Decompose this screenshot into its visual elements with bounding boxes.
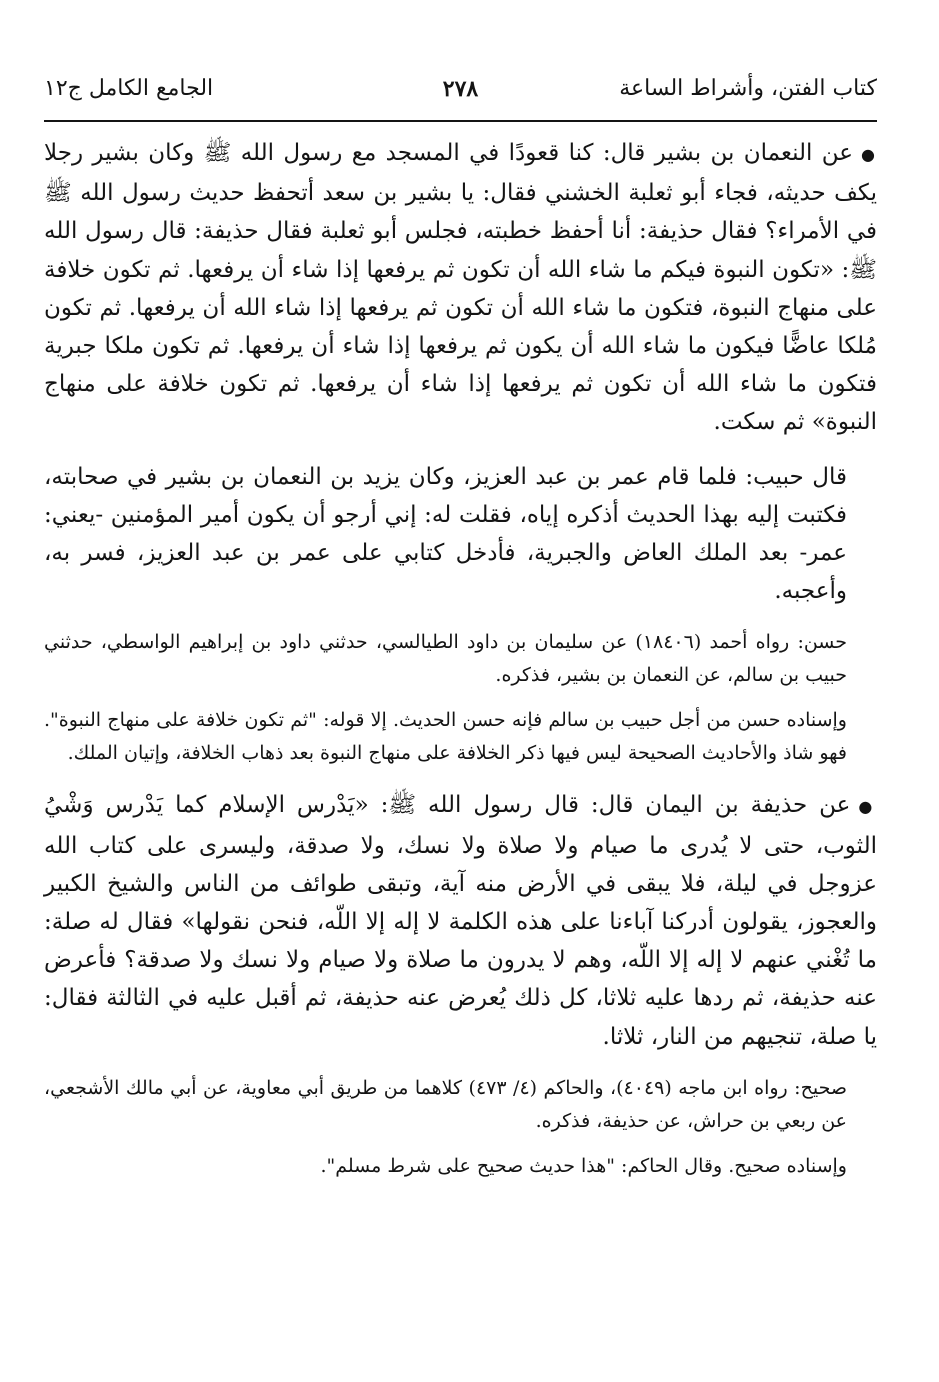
takhrij-note-4: وإسناده صحيح. وقال الحاكم: "هذا حديث صحيح على شرط مسلم". — [320, 1154, 847, 1177]
hadith-text-1: عن النعمان بن بشير قال: كنا قعودًا في المسجد مع رسول الله ﷺ وكان بشير رجلا يكف حديثه، فجاء أبو ثعلبة الخشني فقال: يا بشير بن سعد أتحفظ حديث رسول الله ﷺ في الأمراء؟ فقال حذيفة: أنا أحفظ خطبته، فجلس أبو ثعلبة فقال حذيفة: قال رسول الله ﷺ: «تكون النبوة فيكم ما شاء الله أن تكون ثم يرفعها إذا شاء أن يرفعها. ثم تكون خلافة على منهاج النبوة، فتكون ما شاء الله أن تكون ثم يرفعها إذا شاء الله أن يرفعها. ثم تكون مُلكا عاضًّا فيكون ما شاء الله أن يكون ثم يرفعها إذا شاء أن يرفعها. ثم تكون ملكا جبرية فتكون ما شاء الله أن تكون ثم يرفعها إذا شاء أن يرفعها. ثم تكون خلافة على منهاج النبوة» ثم سكت. — [44, 140, 877, 436]
takhrij-note-2: وإسناده حسن من أجل حبيب بن سالم فإنه حسن الحديث. إلا قوله: "ثم تكون خلافة على منهاج النبوة". فهو شاذ والأحاديث الصحيحة ليس فيها ذكر الخلافة على منهاج النبوة بعد ذهاب الخلافة، وإتيان الملك. — [44, 709, 847, 765]
page-header — [44, 62, 877, 116]
page-number: ٢٧٨ — [442, 76, 479, 102]
hadith-paragraph-1 — [44, 134, 877, 442]
book-title: كتاب الفتن، وأشراط الساعة — [619, 76, 877, 101]
page-content — [44, 134, 877, 1183]
bullet-icon: ● — [861, 145, 877, 164]
volume-title: الجامع الكامل ج١٢ — [44, 76, 214, 101]
document-page — [44, 62, 877, 1362]
hadith-text-2: عن حذيفة بن اليمان قال: قال رسول الله ﷺ: «يَدْرس الإسلام كما يَدْرس وَشْيُ الثوب، حتى لا يُدرى ما صيام ولا صلاة ولا نسك، ولا صدقة، وليسرى على كتاب الله عزوجل في ليلة، فلا يبقى في الأرض منه آية، وتبقى طوائف من الناس والشيخ الكبير والعجوز، يقولون أدركنا آباءنا على هذه الكلمة لا إله إلا اللّه، فنحن نقولها» فقال له صلة: ما تُغْني عنهم لا إله إلا اللّه، وهم لا يدرون ما صلاة ولا صيام ولا نسك ولا صدقة؟ فأعرض عنه حذيفة، ثم ردها عليه ثلاثا، كل ذلك يُعرض عنه حذيفة، ثم أقبل عليه في الثالثة فقال: يا صلة، تنجيهم من النار، ثلاثا. — [44, 792, 877, 1050]
hadith-paragraph-2 — [44, 786, 877, 1055]
takhrij-note-3: صحيح: رواه ابن ماجه (٤٠٤٩)، والحاكم (٤/ ٤٧٣) كلاهما من طريق أبي معاوية، عن أبي مالك الأشجعي، عن ربعي بن حراش، عن حذيفة، فذكره. — [44, 1076, 847, 1132]
bullet-icon: ● — [858, 797, 877, 817]
header-rule — [44, 120, 877, 122]
habib-paragraph: قال حبيب: فلما قام عمر بن عبد العزيز، وكان يزيد بن النعمان بن بشير في صحابته، فكتبت إليه بهذا الحديث أذكره إياه، فقلت له: إني أرجو أن يكون أمير المؤمنين -يعني: عمر- بعد الملك العاض والجبرية، فأدخل كتابي على عمر بن عبد العزيز، فسر به، وأعجبه. — [44, 463, 847, 605]
takhrij-note-1: حسن: رواه أحمد (١٨٤٠٦) عن سليمان بن داود الطيالسي، حدثني داود بن إبراهيم الواسطي، حدثني حبيب بن سالم، عن النعمان بن بشير، فذكره. — [44, 631, 847, 687]
